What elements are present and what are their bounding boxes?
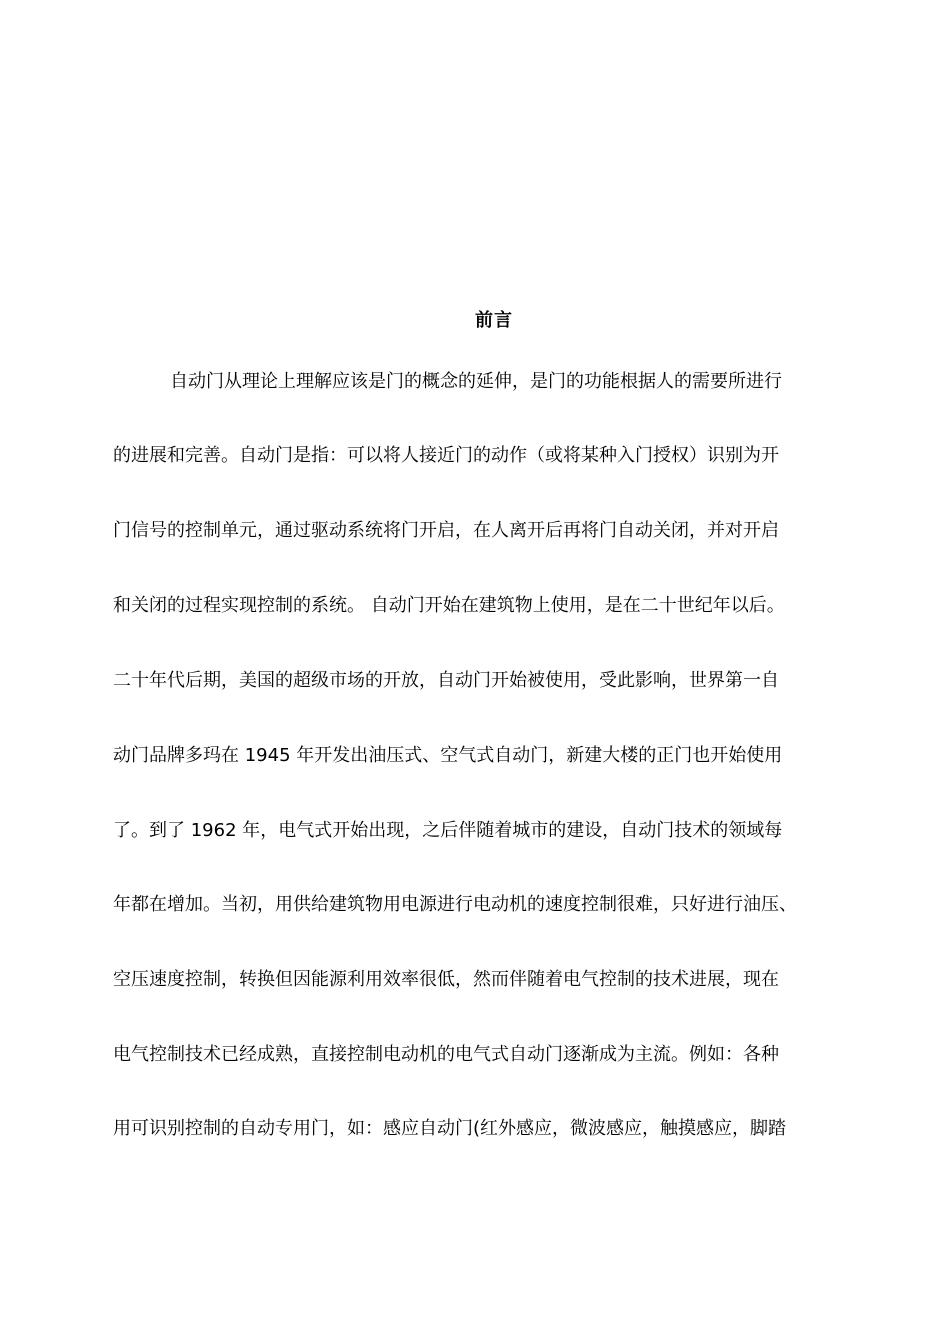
body-line-1: 自动门从理论上理解应该是门的概念的延伸，是门的功能根据人的需要所进行	[170, 371, 782, 392]
body-line-7: 了。到了 1962 年，电气式开始出现，之后伴随着城市的建设，自动门技术的领域每	[113, 820, 783, 841]
body-line-3: 门信号的控制单元，通过驱动系统将门开启，在人离开后再将门自动关闭，并对开启	[113, 520, 779, 541]
body-line-4: 和关闭的过程实现控制的系统。 自动门开始在建筑物上使用，是在二十世纪年以后。	[113, 595, 785, 616]
document-title: 前言	[475, 310, 513, 331]
body-line-6: 动门品牌多玛在 1945 年开发出油压式、空气式自动门，新建大楼的正门也开始使用	[113, 745, 783, 766]
body-line-10: 电气控制技术已经成熟，直接控制电动机的电气式自动门逐渐成为主流。例如：各种	[113, 1044, 779, 1065]
body-line-9: 空压速度控制，转换但因能源利用效率很低，然而伴随着电气控制的技术进展，现在	[113, 969, 779, 990]
body-line-8: 年都在增加。当初，用供给建筑物用电源进行电动机的速度控制很难，只好进行油压、	[113, 894, 797, 915]
body-line-11: 用可识别控制的自动专用门，如：感应自动门(红外感应，微波感应，触摸感应，脚踏	[113, 1118, 787, 1139]
body-line-5: 二十年代后期，美国的超级市场的开放，自动门开始被使用，受此影响，世界第一自	[113, 670, 779, 691]
body-line-2: 的进展和完善。自动门是指：可以将人接近门的动作（或将某种入门授权）识别为开	[113, 445, 779, 466]
